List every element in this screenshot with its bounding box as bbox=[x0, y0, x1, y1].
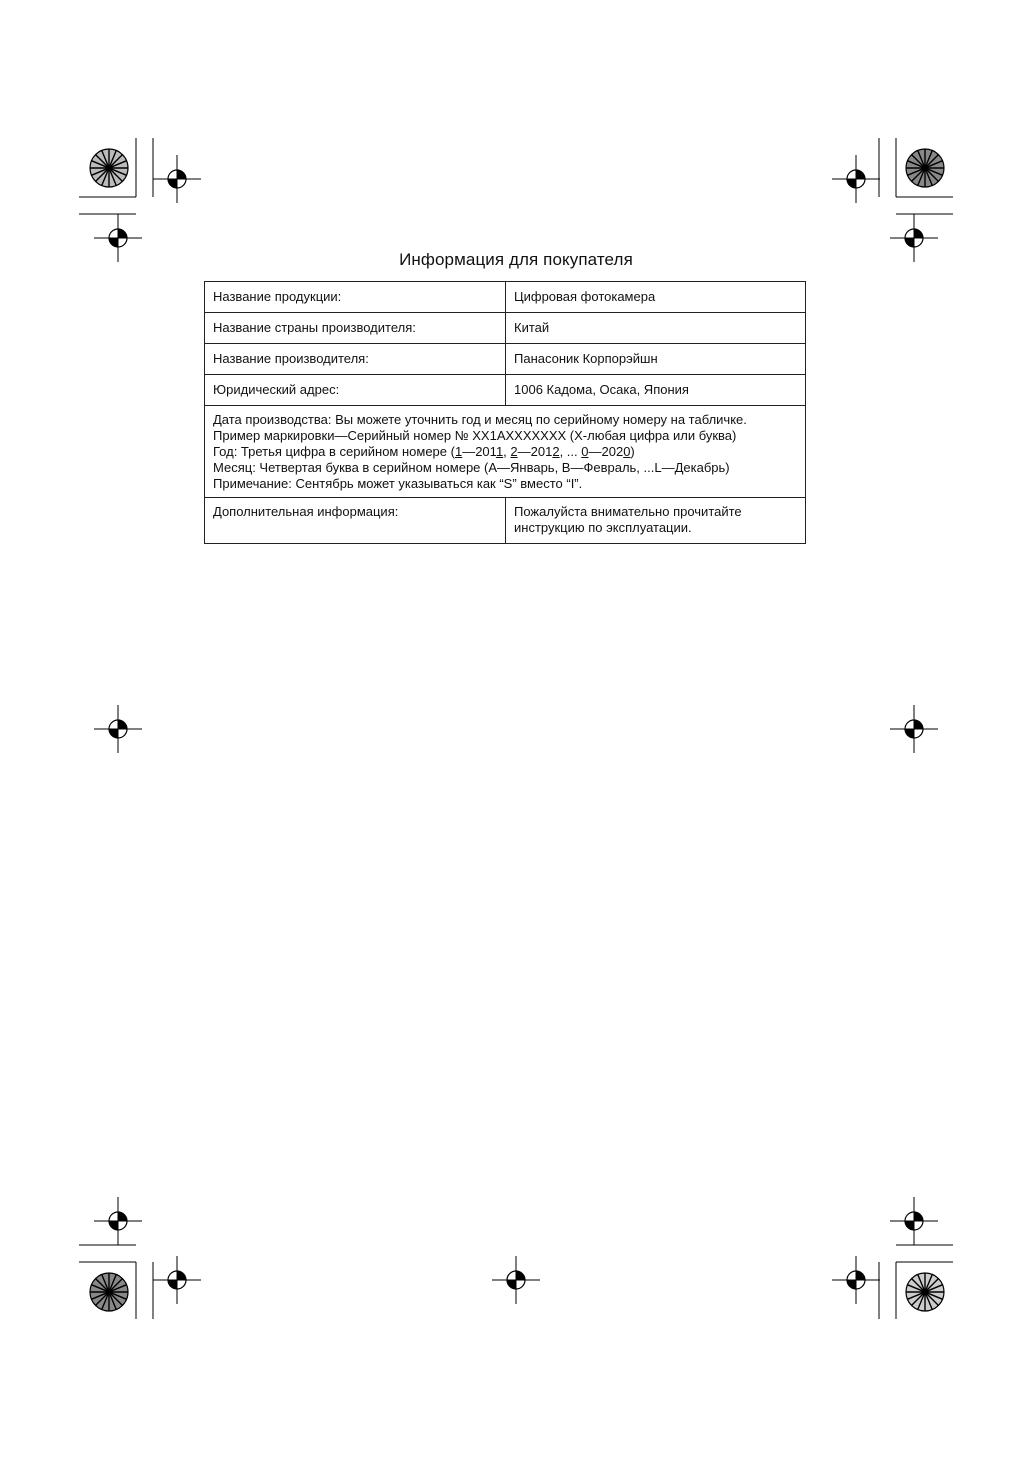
production-date-row bbox=[205, 406, 806, 498]
table-row bbox=[205, 344, 806, 375]
year-text: ) bbox=[630, 444, 635, 459]
row-label: Юридический адрес: bbox=[205, 375, 506, 406]
production-line-1: Дата производства: Вы можете уточнить год и месяц по серийному номеру на табличке. bbox=[213, 412, 747, 427]
row-value: 1006 Кадома, Осака, Япония bbox=[506, 375, 806, 406]
registration-mark-icon bbox=[94, 214, 142, 262]
registration-mark-icon bbox=[832, 1256, 880, 1304]
registration-mark-icon bbox=[890, 1197, 938, 1245]
year-digit: 1 bbox=[454, 444, 463, 459]
row-value: Китай bbox=[506, 313, 806, 344]
registration-mark-icon bbox=[94, 705, 142, 753]
page-title: Информация для покупателя bbox=[399, 250, 633, 269]
extra-value-line-1: Пожалуйста внимательно прочитайте bbox=[514, 504, 742, 519]
star-target-icon bbox=[905, 1272, 945, 1312]
year-digit: 0 bbox=[581, 444, 589, 459]
year-text: Год: Третья цифра в серийном номере ( bbox=[213, 444, 455, 459]
registration-mark-icon bbox=[492, 1256, 540, 1304]
registration-mark-icon bbox=[832, 155, 880, 203]
table-row bbox=[205, 498, 806, 544]
row-label: Название продукции: bbox=[205, 282, 506, 313]
table-row bbox=[205, 375, 806, 406]
star-target-icon bbox=[89, 1272, 129, 1312]
registration-mark-icon bbox=[94, 1197, 142, 1245]
year-digit: 0 bbox=[623, 444, 631, 459]
production-line-5: Примечание: Сентябрь может указываться как “S” вместо “I”. bbox=[213, 476, 583, 491]
year-text: —201 bbox=[462, 444, 496, 459]
row-value: Панасоник Корпорэйшн bbox=[506, 344, 806, 375]
production-date-cell bbox=[205, 406, 806, 498]
year-text: —201 bbox=[517, 444, 553, 459]
year-text: , bbox=[503, 444, 511, 459]
row-label: Дополнительная информация: bbox=[205, 498, 506, 544]
year-digit: 2 bbox=[510, 444, 518, 459]
year-text: —202 bbox=[588, 444, 624, 459]
production-line-4: Месяц: Четвертая буква в серийном номере (A—Январь, B—Февраль, ...L—Декабрь) bbox=[213, 460, 730, 475]
extra-value-line-2: инструкцию по эксплуатации. bbox=[514, 520, 692, 535]
registration-mark-icon bbox=[153, 155, 201, 203]
star-target-icon bbox=[905, 148, 945, 188]
table-row bbox=[205, 313, 806, 344]
customer-info-table bbox=[204, 281, 806, 544]
registration-mark-icon bbox=[890, 214, 938, 262]
production-line-2: Пример маркировки—Серийный номер № XX1AXXXXXXX (X-любая цифра или буква) bbox=[213, 428, 737, 443]
star-target-icon bbox=[89, 148, 129, 188]
row-label: Название страны производителя: bbox=[205, 313, 506, 344]
registration-mark-icon bbox=[890, 705, 938, 753]
year-digit: 1 bbox=[495, 444, 504, 459]
row-label: Название производителя: bbox=[205, 344, 506, 375]
year-text: , ... bbox=[559, 444, 582, 459]
registration-mark-icon bbox=[153, 1256, 201, 1304]
table-row bbox=[205, 282, 806, 313]
production-line-3 bbox=[213, 444, 797, 460]
year-digit: 2 bbox=[552, 444, 560, 459]
row-value bbox=[506, 498, 806, 544]
row-value: Цифровая фотокамера bbox=[506, 282, 806, 313]
